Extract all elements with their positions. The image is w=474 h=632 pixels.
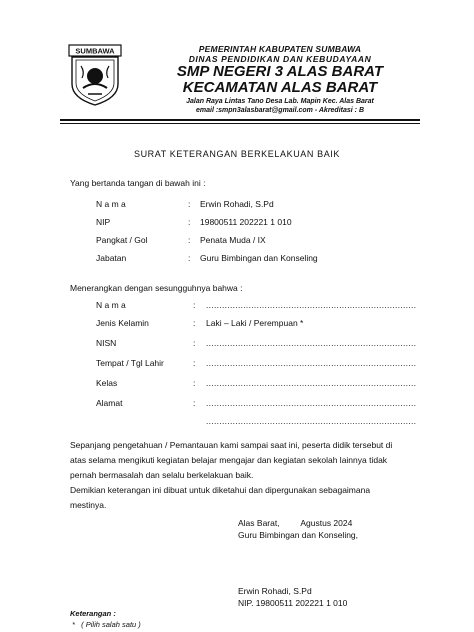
letterhead-school: SMP NEGERI 3 ALAS BARAT — [176, 63, 384, 80]
student-class-label: Kelas — [96, 378, 118, 388]
note-label: Keterangan : — [70, 609, 116, 618]
letterhead-district: KECAMATAN ALAS BARAT — [182, 79, 378, 96]
letterhead-divider-thin — [60, 123, 420, 124]
student-gender-value: Laki – Laki / Perempuan * — [206, 318, 304, 328]
student-birth-label: Tempat / Tgl Lahir — [96, 358, 164, 368]
letterhead-address: Jalan Raya Lintas Tano Desa Lab. Mapin Kec. Alas Barat — [186, 98, 374, 105]
student-nisn-colon: : — [193, 338, 196, 348]
student-address-label: Alamat — [96, 398, 123, 408]
signatory-nip-colon: : — [188, 217, 191, 227]
letterhead-email: email :smpn3alasbarat@gmail.com - Akreditasi : B — [195, 107, 364, 114]
student-gender-label: Jenis Kelamin — [96, 318, 149, 328]
signatory-position-value: Guru Bimbingan dan Konseling — [200, 253, 318, 263]
body-paragraph — [70, 438, 420, 513]
student-address-blank-2: ............................................................................... — [206, 416, 417, 426]
student-birth-blank: ............................................................................... — [206, 358, 417, 368]
student-address-blank: ............................................................................... — [206, 398, 417, 408]
student-name-blank: ............................................................................... — [206, 300, 417, 310]
body-line: pernah bermasalah dan selalu berkelakuan baik. — [70, 470, 254, 480]
student-address-colon: : — [193, 398, 196, 408]
closing-line: Demikian keterangan ini dibuat untuk diketahui dan dipergunakan sebagaimana — [70, 485, 371, 495]
signatory-position-label: Jabatan — [96, 253, 127, 263]
signatory-name-value: Erwin Rohadi, S.Pd — [200, 199, 274, 209]
student-gender-colon: : — [193, 318, 196, 328]
signatory-intro: Yang bertanda tangan di bawah ini : — [70, 178, 206, 188]
letterhead-department: DINAS PENDIDIKAN DAN KEBUDAYAAN — [188, 54, 372, 64]
student-name-colon: : — [193, 300, 196, 310]
note-text: * ( Pilih salah satu ) — [72, 620, 141, 629]
signatory-nip-label: NIP — [96, 217, 111, 227]
closing-line: mestinya. — [70, 500, 107, 510]
signatory-rank-value: Penata Muda / IX — [200, 235, 266, 245]
regency-logo — [68, 44, 122, 106]
signatory-position-colon: : — [188, 253, 191, 263]
student-class-colon: : — [193, 378, 196, 388]
document-title: SURAT KETERANGAN BERKELAKUAN BAIK — [133, 149, 341, 159]
body-line: atas selama mengikuti kegiatan belajar mengajar dan kegiatan sekolah lainnya tidak — [70, 455, 388, 465]
signer-role: Guru Bimbingan dan Konseling, — [238, 530, 359, 540]
body-line: Sepanjang pengetahuan / Pemantauan kami sampai saat ini, peserta didik tersebut di — [70, 440, 393, 450]
student-class-blank: ............................................................................... — [206, 378, 417, 388]
signer-nip: NIP. 19800511 202221 1 010 — [238, 598, 348, 608]
student-intro: Menerangkan dengan sesungguhnya bahwa : — [70, 283, 243, 293]
signatory-name-colon: : — [188, 199, 191, 209]
student-birth-colon: : — [193, 358, 196, 368]
student-nisn-blank: ............................................................................... — [206, 338, 417, 348]
logo-text: SUMBAWA — [75, 46, 115, 56]
signatory-name-label: N a m a — [96, 199, 126, 209]
signatory-rank-colon: : — [188, 235, 191, 245]
regency-emblem-icon — [68, 44, 122, 106]
signer-name: Erwin Rohadi, S.Pd — [238, 586, 312, 596]
letterhead-government: PEMERINTAH KABUPATEN SUMBAWA — [198, 44, 362, 54]
signatory-rank-label: Pangkat / Gol — [96, 235, 148, 245]
place-date: Alas Barat, Agustus 2024 — [238, 518, 353, 528]
student-nisn-label: NISN — [96, 338, 117, 348]
student-name-label: N a m a — [96, 300, 126, 310]
signatory-nip-value: 19800511 202221 1 010 — [200, 217, 292, 227]
letterhead-divider-thick — [60, 119, 420, 121]
